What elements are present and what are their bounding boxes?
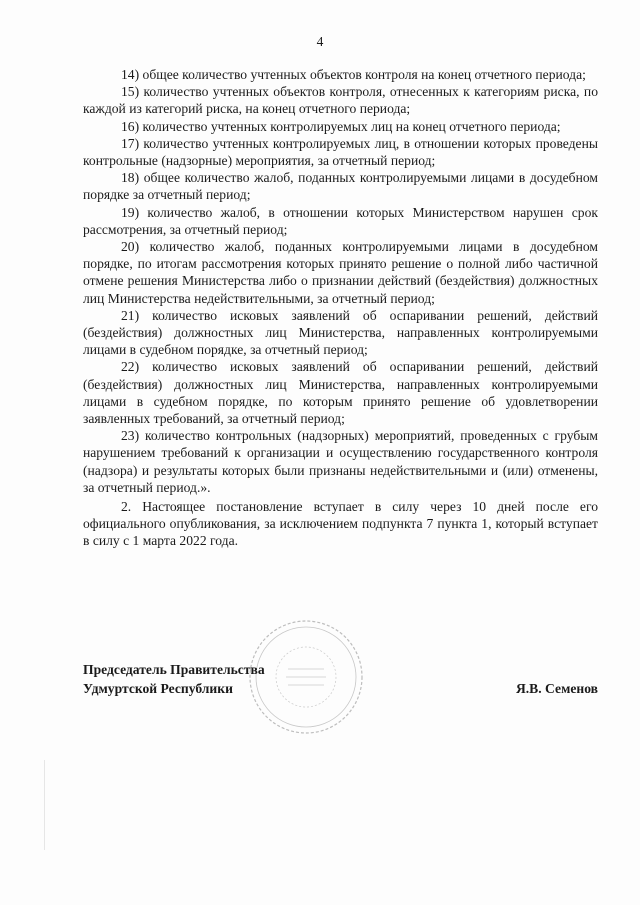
signatory-position-line2: Удмуртской Республики xyxy=(83,681,233,696)
document-body xyxy=(83,66,598,550)
list-item-16: 16) количество учтенных контролируемых лиц на конец отчетного периода; xyxy=(121,118,561,134)
list-item-15: 15) количество учтенных объектов контроля, отнесенных к категориям риска, по каждой из категорий риска, на конец отчетного периода; xyxy=(83,84,598,117)
list-item-20: 20) количество жалоб, поданных контролируемыми лицами в досудебном порядке, по итогам рассмотрения которых принято решение о полной либо частичной отмене решения Министерства либо о признании действий (бездействия) должностных лиц Министерства недействительными, за отчетный период; xyxy=(83,239,598,306)
list-item-19: 19) количество жалоб, в отношении которых Министерством нарушен срок рассмотрения, за отчетный период; xyxy=(83,204,598,237)
scan-edge-mark xyxy=(44,760,45,850)
signatory-position xyxy=(83,660,265,698)
list-item-21: 21) количество исковых заявлений об оспаривании решений, действий (бездействия) должностных лиц Министерства, направленных контролируемыми лицами в судебном порядке, за отчетный период; xyxy=(83,307,598,358)
page-number: 4 xyxy=(316,34,324,49)
effective-date-clause: 2. Настоящее постановление вступает в силу через 10 дней после его официального опубликования, за исключением подпункта 7 пункта 1, который вступает в силу с 1 марта 2022 года. xyxy=(83,499,598,549)
signature-block xyxy=(83,660,598,720)
signatory-position-line1: Председатель Правительства xyxy=(83,662,265,677)
list-item-23: 23) количество контрольных (надзорных) мероприятий, проведенных с грубым нарушением требований к организации и осуществлению государственного контроля (надзора) и результаты которых были признаны недействительными и (или) отменены, за отчетный период.». xyxy=(83,428,598,495)
list-item-18: 18) общее количество жалоб, поданных контролируемыми лицами в досудебном порядке за отчетный период; xyxy=(83,170,598,203)
signatory-name: Я.В. Семенов xyxy=(515,681,598,696)
list-item-17: 17) количество учтенных контролируемых лиц, в отношении которых проведены контрольные (надзорные) мероприятия, за отчетный период; xyxy=(83,135,598,169)
list-item-14: 14) общее количество учтенных объектов контроля на конец отчетного периода; xyxy=(121,67,586,82)
list-item-22: 22) количество исковых заявлений об оспаривании решений, действий (бездействия) должностных лиц Министерства, направленных контролируемыми лицами в судебном порядке, по которым принято решение об удовлетворении заявленных требований, за отчетный период; xyxy=(83,359,598,427)
